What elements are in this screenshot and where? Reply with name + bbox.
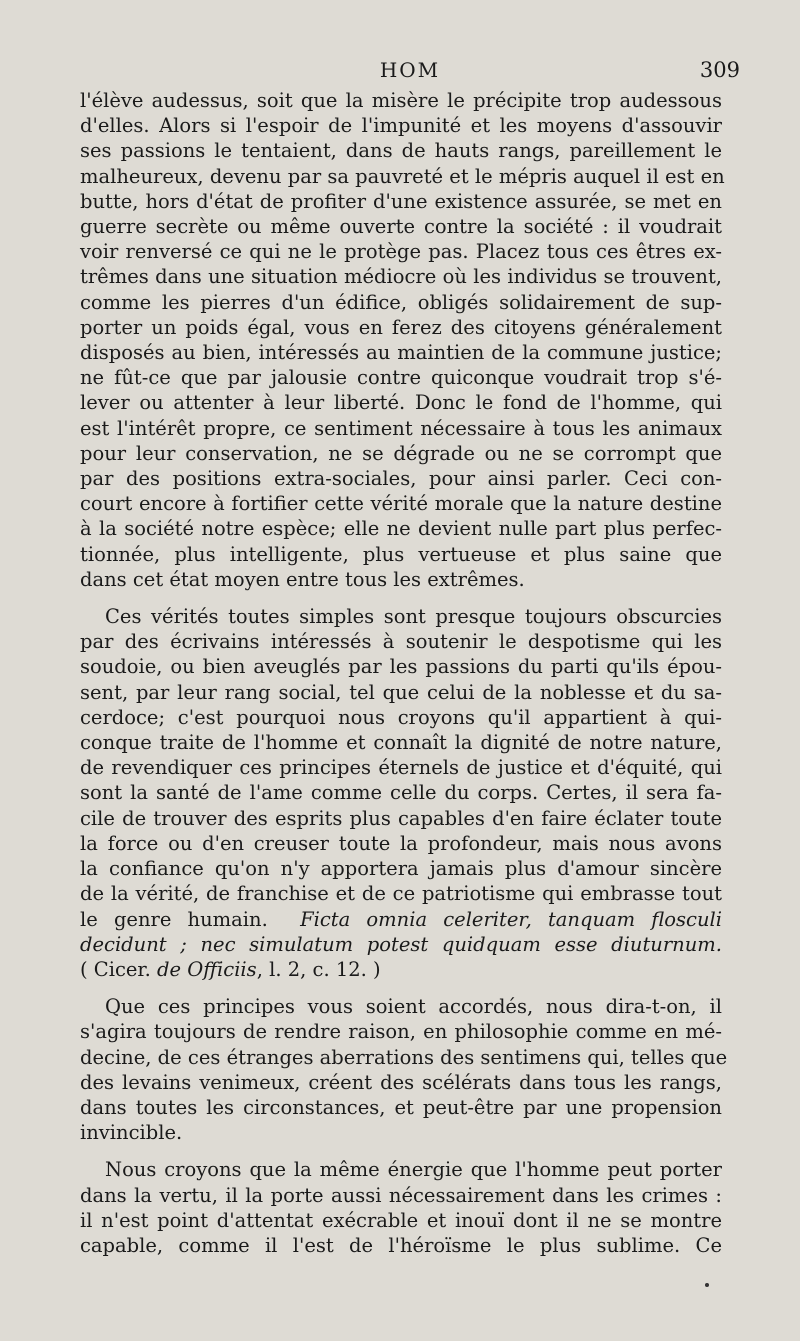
paragraph	[80, 604, 722, 982]
text-line: il n'est point d'attentat exécrable et inouï dont il ne se montre	[80, 1208, 722, 1232]
text-line: ne fût-ce que par jalousie contre quiconque voudrait trop s'é-	[80, 366, 722, 390]
text-line: sent, par leur rang social, tel que celui de la noblesse et du sa-	[80, 680, 722, 704]
citation-author: ( Cicer.	[80, 957, 151, 981]
text-line: de la vérité, de franchise et de ce patriotisme qui embrasse tout	[80, 882, 722, 906]
text-line: lever ou attenter à leur liberté. Donc le fond de l'homme, qui	[80, 391, 722, 415]
text-line: soudoie, ou bien aveuglés par les passions du parti qu'ils épou-	[80, 655, 722, 679]
citation-work: de Officiis	[157, 957, 257, 981]
text-line: trêmes dans une situation médiocre où les individus se trouvent,	[80, 265, 722, 289]
running-title: HOM	[379, 58, 441, 82]
text-line: conque traite de l'homme et connaît la dignité de notre nature,	[80, 731, 722, 755]
text-line: invincible.	[80, 1121, 183, 1145]
text-line: par des positions extra-sociales, pour ainsi parler. Ceci con-	[80, 467, 722, 491]
text-line: dans cet état moyen entre tous les extrêmes.	[80, 567, 525, 591]
text-line-with-latin	[80, 907, 722, 932]
text-line: guerre secrète ou même ouverte contre la société : il voudrait	[80, 215, 722, 239]
paragraph	[80, 1157, 722, 1258]
text-line: voir renversé ce qui ne le protège pas. Placez tous ces êtres ex-	[80, 240, 722, 264]
text-line: la force ou d'en creuser toute la profondeur, mais nous avons	[80, 831, 722, 855]
latin-quote: Ficta omnia celeriter, tanquam flosculi	[300, 907, 722, 931]
text-line: des levains venimeux, créent des scélérats dans tous les rangs,	[80, 1070, 722, 1094]
text-line: Ces vérités toutes simples sont presque toujours obscurcies	[105, 605, 722, 629]
text-fragment: le genre humain.	[80, 907, 268, 931]
latin-quote: decidunt ; nec simulatum potest quidquam esse diuturnum.	[80, 932, 722, 956]
text-line: capable, comme il l'est de l'héroïsme le plus sublime. Ce	[80, 1233, 722, 1257]
text-line: cile de trouver des esprits plus capables d'en faire éclater toute	[80, 806, 722, 830]
text-line: porter un poids égal, vous en ferez des citoyens généralement	[80, 315, 722, 339]
text-line: court encore à fortifier cette vérité morale que la nature destine	[80, 492, 722, 516]
text-line: à la société notre espèce; elle ne devient nulle part plus perfec-	[80, 517, 722, 541]
latin-quote-line	[80, 932, 722, 957]
page-number: 309	[699, 58, 740, 82]
text-line: dans la vertu, il la porte aussi nécessairement dans les crimes :	[80, 1183, 722, 1207]
text-line: s'agira toujours de rendre raison, en philosophie comme en mé-	[80, 1020, 722, 1044]
page-body	[80, 88, 728, 1258]
text-line: Nous croyons que la même énergie que l'homme peut porter	[105, 1158, 722, 1182]
text-line: Que ces principes vous soient accordés, nous dira-t-on, il	[105, 995, 722, 1019]
text-line: butte, hors d'état de profiter d'une existence assurée, se met en	[80, 189, 722, 213]
text-line: l'élève audessus, soit que la misère le précipite trop audessous	[80, 89, 722, 112]
text-line: est l'intérêt propre, ce sentiment nécessaire à tous les animaux	[80, 416, 722, 440]
citation-line	[80, 957, 722, 982]
text-line: d'elles. Alors si l'espoir de l'impunité et les moyens d'assouvir	[80, 114, 722, 138]
text-line: decine, de ces étranges aberrations des sentimens qui, telles que	[80, 1045, 728, 1069]
text-line: comme les pierres d'un édifice, obligés solidairement de sup-	[80, 290, 722, 314]
text-line: sont la santé de l'ame comme celle du corps. Certes, il sera fa-	[80, 781, 722, 805]
text-line: pour leur conservation, ne se dégrade ou ne se corrompt que	[80, 441, 722, 465]
text-line: tionnée, plus intelligente, plus vertueuse et plus saine que	[80, 542, 722, 566]
paragraph	[80, 88, 725, 592]
ink-spot	[705, 1283, 709, 1287]
citation-reference: , l. 2, c. 12. )	[256, 957, 381, 981]
paragraph	[80, 994, 728, 1145]
text-line: ses passions le tentaient, dans de hauts rangs, pareillement le	[80, 139, 722, 163]
text-line: dans toutes les circonstances, et peut-être par une propension	[80, 1095, 722, 1119]
text-line: de revendiquer ces principes éternels de justice et d'équité, qui	[80, 756, 722, 780]
running-header	[80, 58, 740, 88]
text-line: malheureux, devenu par sa pauvreté et le mépris auquel il est en	[80, 164, 725, 188]
text-line: par des écrivains intéressés à soutenir le despotisme qui les	[80, 630, 722, 654]
text-line: cerdoce; c'est pourquoi nous croyons qu'il appartient à qui-	[80, 705, 722, 729]
text-line: disposés au bien, intéressés au maintien de la commune justice;	[80, 341, 722, 365]
text-line: la confiance qu'on n'y apportera jamais plus d'amour sincère	[80, 857, 722, 881]
